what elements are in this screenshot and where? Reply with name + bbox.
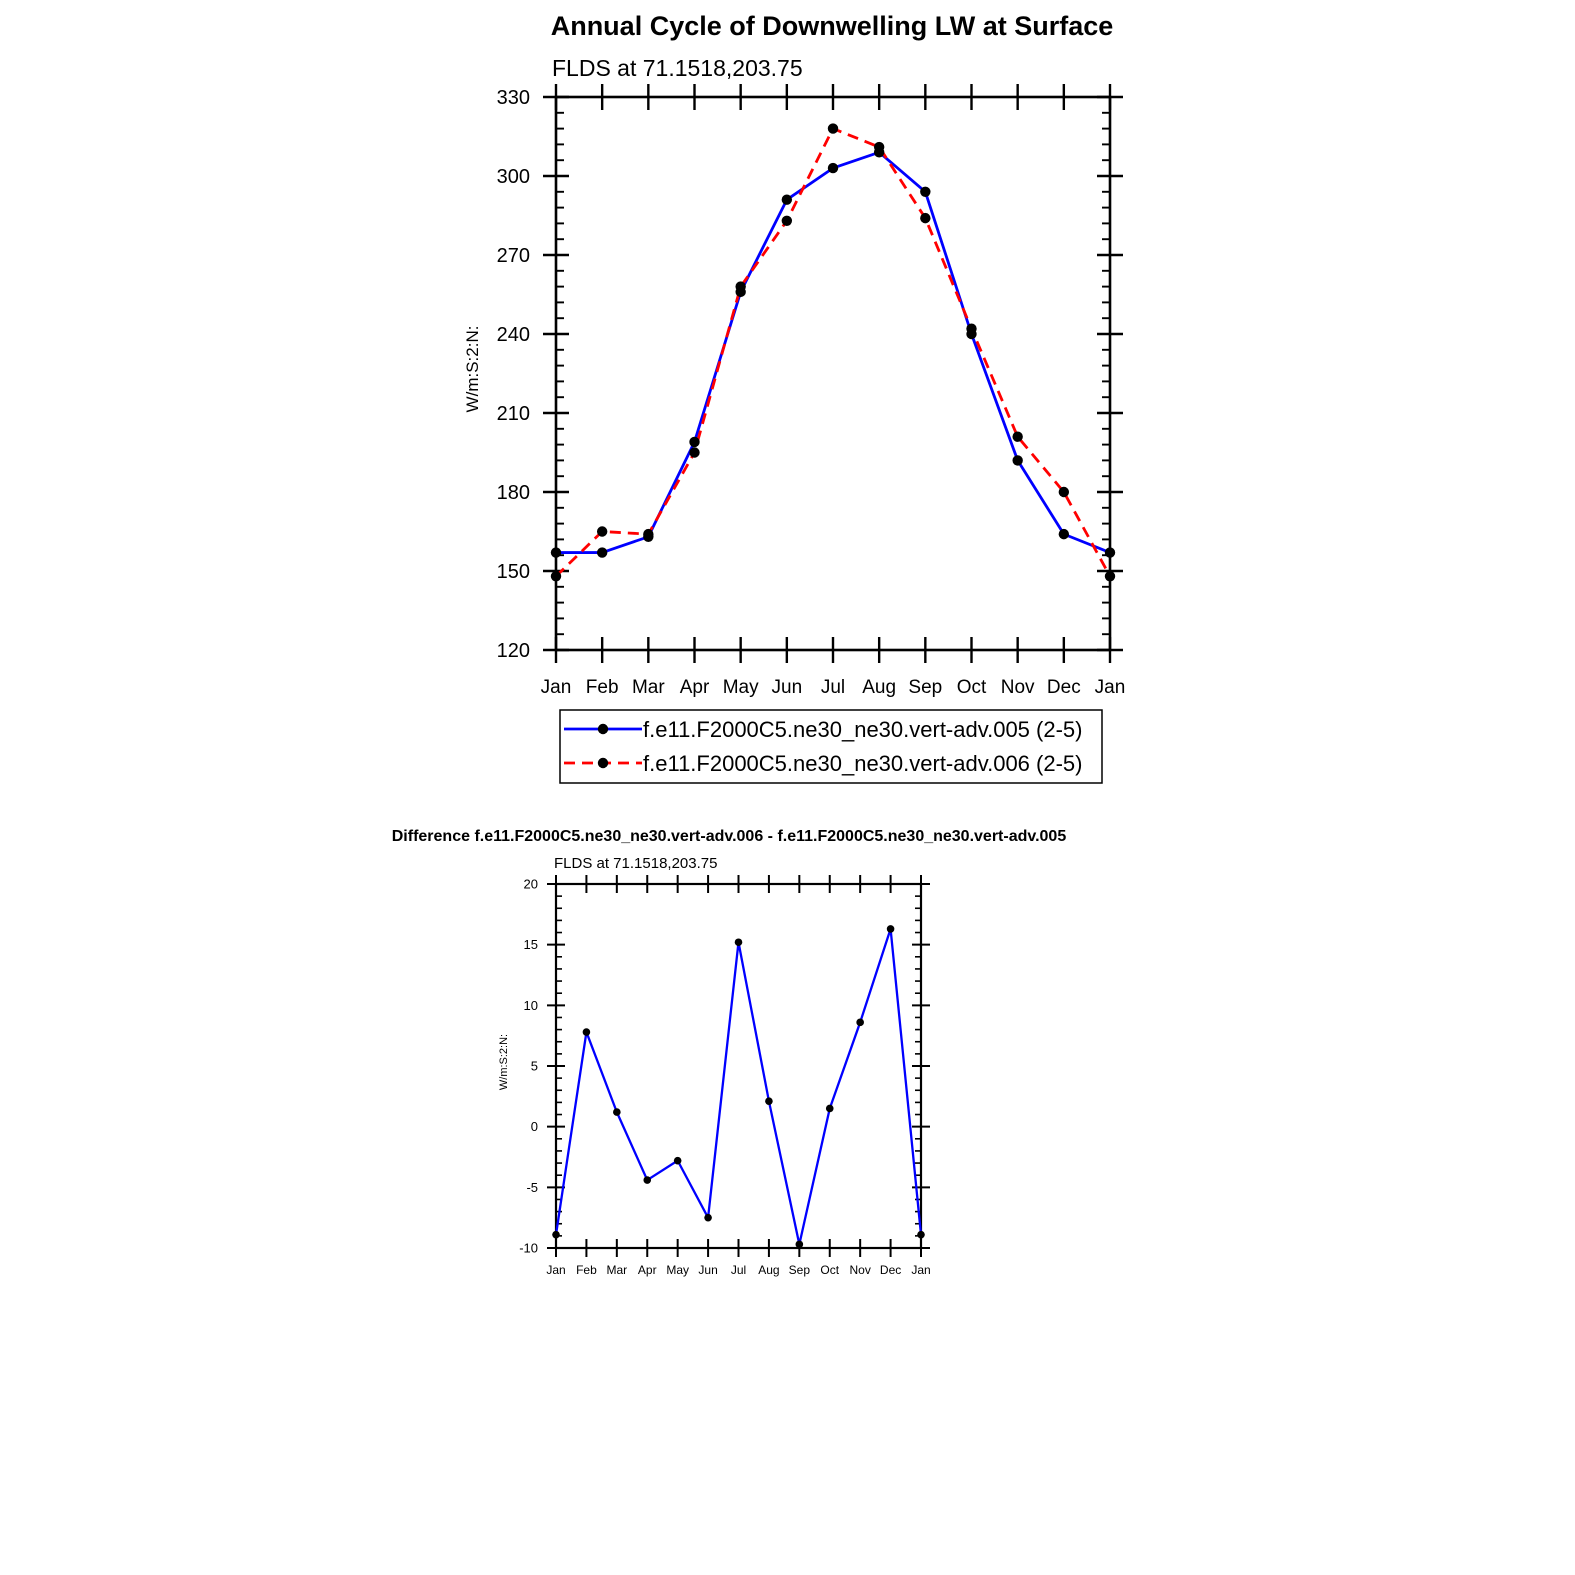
legend-marker bbox=[598, 724, 608, 734]
chart-subtitle: FLDS at 71.1518,203.75 bbox=[554, 855, 718, 872]
y-tick-label: 330 bbox=[496, 87, 530, 109]
x-tick-label: Jul bbox=[820, 677, 846, 698]
legend-label-series-2: f.e11.F2000C5.ne30_ne30.vert-adv.006 (2-5) bbox=[643, 751, 1083, 776]
data-point-series-1 bbox=[887, 925, 895, 933]
data-point-series-2 bbox=[1105, 571, 1115, 581]
data-point-series-1 bbox=[796, 1241, 804, 1249]
data-point-series-2 bbox=[828, 123, 838, 133]
data-point-series-1 bbox=[1059, 529, 1069, 539]
y-tick-label: 180 bbox=[496, 482, 530, 504]
x-tick-label: Dec bbox=[879, 1263, 902, 1277]
x-tick-label: May bbox=[666, 1263, 690, 1277]
x-tick-label: Nov bbox=[849, 1263, 871, 1277]
x-tick-label: Apr bbox=[679, 677, 710, 698]
data-point-series-1 bbox=[597, 547, 607, 557]
data-point-series-1 bbox=[917, 1231, 925, 1239]
x-tick-label: Oct bbox=[820, 1263, 840, 1277]
data-point-series-1 bbox=[782, 195, 792, 205]
legend-label-series-1: f.e11.F2000C5.ne30_ne30.vert-adv.005 (2-5) bbox=[643, 717, 1083, 742]
x-tick-label: Aug bbox=[758, 1263, 780, 1277]
x-tick-label: Dec bbox=[1046, 677, 1081, 698]
x-tick-label: Sep bbox=[908, 677, 943, 698]
data-point-series-1 bbox=[643, 1176, 651, 1184]
data-point-series-2 bbox=[1012, 432, 1022, 442]
chart-title: Difference f.e11.F2000C5.ne30_ne30.vert-adv.006 - f.e11.F2000C5.ne30_ne30.vert-adv.005 bbox=[391, 828, 1067, 845]
data-point-series-2 bbox=[782, 216, 792, 226]
legend-marker bbox=[598, 758, 608, 768]
data-point-series-1 bbox=[551, 547, 561, 557]
x-tick-label: Jul bbox=[730, 1263, 747, 1277]
data-point-series-2 bbox=[597, 526, 607, 536]
data-point-series-1 bbox=[1105, 547, 1115, 557]
data-point-series-2 bbox=[735, 281, 745, 291]
data-point-series-2 bbox=[689, 447, 699, 457]
data-point-series-2 bbox=[1059, 487, 1069, 497]
x-tick-label: Jun bbox=[771, 677, 803, 698]
data-point-series-1 bbox=[552, 1231, 560, 1239]
y-axis-label: W/m:S:2:N: bbox=[463, 325, 482, 413]
data-point-series-2 bbox=[920, 213, 930, 223]
x-tick-label: Aug bbox=[862, 677, 897, 698]
data-point-series-1 bbox=[674, 1157, 682, 1165]
data-point-series-1 bbox=[828, 163, 838, 173]
x-tick-label: Apr bbox=[637, 1263, 657, 1277]
data-point-series-1 bbox=[583, 1028, 591, 1036]
data-point-series-1 bbox=[704, 1214, 712, 1222]
x-tick-label: Jan bbox=[911, 1263, 931, 1277]
y-tick-label: 210 bbox=[496, 403, 530, 425]
x-tick-label: Mar bbox=[631, 677, 665, 698]
data-point-series-2 bbox=[643, 529, 653, 539]
x-tick-label: Feb bbox=[585, 677, 619, 698]
chart-subtitle: FLDS at 71.1518,203.75 bbox=[552, 55, 803, 81]
x-tick-label: May bbox=[722, 677, 759, 698]
x-tick-label: Mar bbox=[606, 1263, 628, 1277]
y-axis-label: W/m:S:2:N: bbox=[498, 1033, 510, 1091]
data-point-series-1 bbox=[613, 1108, 621, 1116]
data-point-series-2 bbox=[874, 142, 884, 152]
y-tick-label: 240 bbox=[496, 324, 530, 346]
y-tick-label: -10 bbox=[519, 1240, 538, 1256]
y-tick-label: 270 bbox=[496, 245, 530, 267]
y-tick-label: 150 bbox=[496, 561, 530, 583]
data-point-series-2 bbox=[551, 571, 561, 581]
y-tick-label: 120 bbox=[496, 640, 530, 662]
x-tick-label: Nov bbox=[1000, 677, 1035, 698]
y-tick-label: 5 bbox=[530, 1058, 538, 1074]
data-point-series-2 bbox=[966, 324, 976, 334]
y-tick-label: 10 bbox=[523, 997, 538, 1013]
x-tick-label: Jan bbox=[1094, 677, 1126, 698]
x-tick-label: Oct bbox=[956, 677, 987, 698]
data-point-series-1 bbox=[765, 1097, 773, 1105]
chart-title: Annual Cycle of Downwelling LW at Surface bbox=[550, 11, 1114, 41]
x-tick-label: Jun bbox=[698, 1263, 718, 1277]
data-point-series-1 bbox=[856, 1019, 864, 1027]
data-point-series-1 bbox=[735, 938, 743, 946]
data-point-series-1 bbox=[826, 1105, 834, 1113]
x-tick-label: Jan bbox=[546, 1263, 566, 1277]
data-point-series-1 bbox=[689, 437, 699, 447]
data-point-series-1 bbox=[920, 187, 930, 197]
y-tick-label: 0 bbox=[530, 1119, 538, 1135]
x-tick-label: Sep bbox=[788, 1263, 811, 1277]
legend bbox=[560, 710, 1102, 783]
y-tick-label: -5 bbox=[526, 1179, 538, 1195]
data-point-series-1 bbox=[1012, 455, 1022, 465]
y-tick-label: 15 bbox=[523, 937, 538, 953]
y-tick-label: 20 bbox=[523, 876, 538, 892]
x-tick-label: Jan bbox=[540, 677, 572, 698]
x-tick-label: Feb bbox=[576, 1263, 597, 1277]
y-tick-label: 300 bbox=[496, 166, 530, 188]
